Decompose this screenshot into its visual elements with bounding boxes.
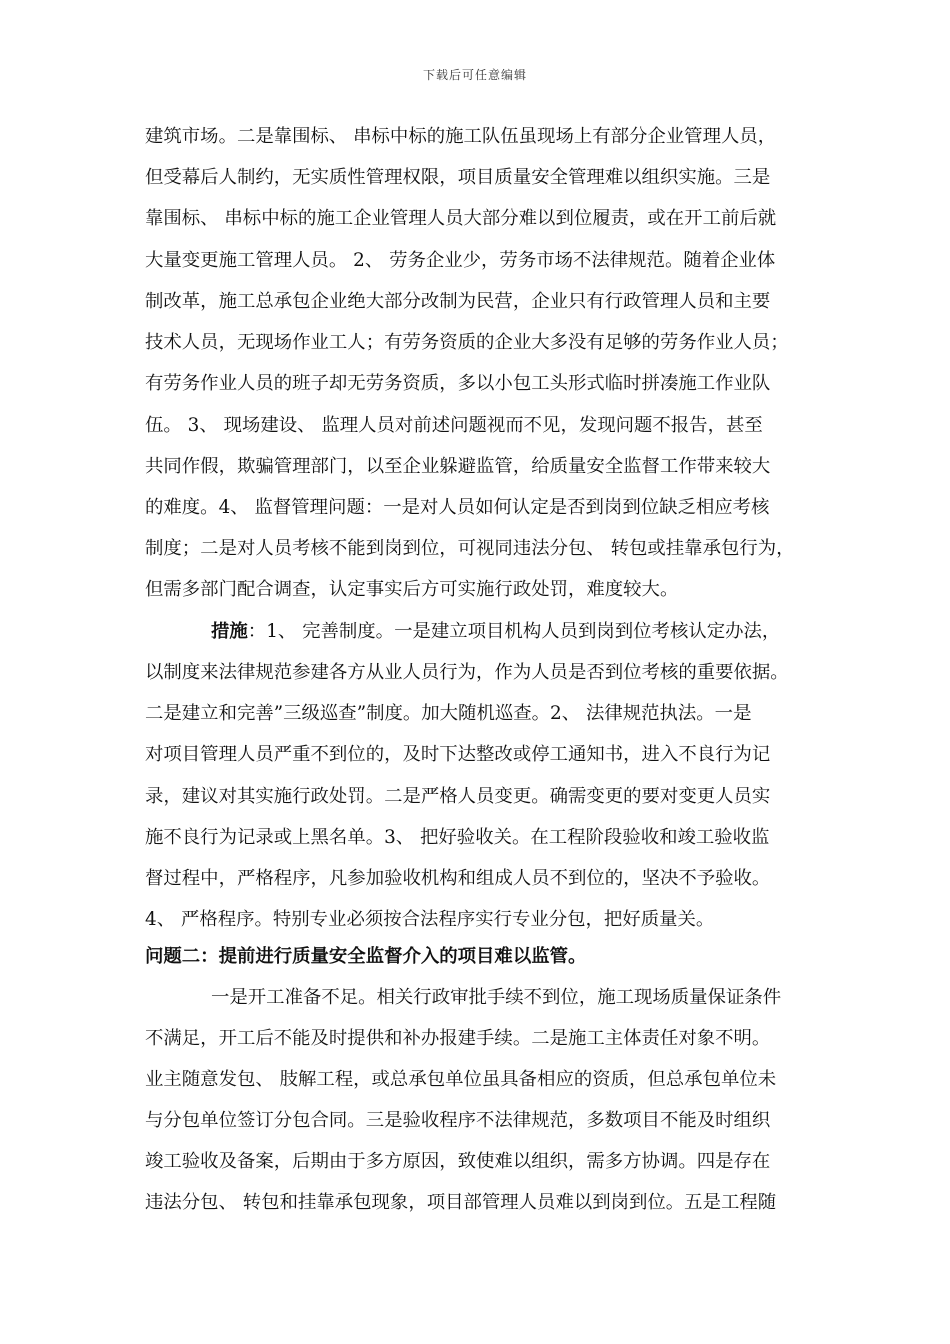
text-line: 的难度。4、 监督管理问题：一是对人员如何认定是否到岗到位缺乏相应考核 bbox=[145, 497, 770, 518]
text-line: 4、 严格程序。特别专业必须按合法程序实行专业分包，把好质量关。 bbox=[145, 909, 715, 930]
text-line: 与分包单位签订分包合同。三是验收程序不法律规范，多数项目不能及时组织 bbox=[145, 1110, 771, 1131]
text-line: 违法分包、 转包和挂靠承包现象，项目部管理人员难以到岗到位。五是工程随 bbox=[145, 1192, 777, 1213]
text-line: 不满足，开工后不能及时提供和补办报建手续。二是施工主体责任对象不明。 bbox=[145, 1028, 771, 1049]
section-heading: 问题二：提前进行质量安全监督介入的项目难以监管。 bbox=[145, 946, 587, 967]
text-line: 以制度来法律规范参建各方从业人员行为，作为人员是否到位考核的重要依据。 bbox=[145, 662, 789, 683]
text-line: 技术人员，无现场作业工人；有劳务资质的企业大多没有足够的劳务作业人员； bbox=[145, 332, 789, 353]
text-line: 对项目管理人员严重不到位的，及时下达整改或停工通知书，进入不良行为记 bbox=[145, 744, 771, 765]
measures-text: ：1、 完善制度。一是建立项目机构人员到岗到位考核认定办法， bbox=[247, 621, 781, 642]
text-line: 二是建立和完善”三级巡查”制度。加大随机巡查。2、 法律规范执法。一是 bbox=[145, 703, 752, 724]
text-line: 共同作假，欺骗管理部门，以至企业躲避监管，给质量安全监督工作带来较大 bbox=[145, 456, 771, 477]
text-line: 但受幕后人制约，无实质性管理权限，项目质量安全管理难以组织实施。三是 bbox=[145, 167, 771, 188]
text-line: 靠围标、 串标中标的施工企业管理人员大部分难以到位履责，或在开工前后就 bbox=[145, 208, 777, 229]
text-line: 制改革，施工总承包企业绝大部分改制为民营，企业只有行政管理人员和主要 bbox=[145, 291, 771, 312]
text-line: 但需多部门配合调查，认定事实后方可实施行政处罚，难度较大。 bbox=[145, 579, 679, 600]
text-line: 有劳务作业人员的班子却无劳务资质，多以小包工头形式临时拼凑施工作业队 bbox=[145, 373, 771, 394]
measures-line bbox=[211, 620, 780, 644]
text-line: 施不良行为记录或上黑名单。3、 把好验收关。在工程阶段验收和竣工验收监 bbox=[145, 827, 770, 848]
text-line: 建筑市场。二是靠围标、 串标中标的施工队伍虽现场上有部分企业管理人员， bbox=[145, 126, 777, 147]
measures-label: 措施 bbox=[211, 621, 248, 642]
page-header: 下载后可任意编辑 bbox=[422, 68, 527, 82]
text-line: 竣工验收及备案，后期由于多方原因，致使难以组织，需多方协调。四是存在 bbox=[145, 1151, 771, 1172]
text-line: 业主随意发包、 肢解工程，或总承包单位虽具备相应的资质，但总承包单位未 bbox=[145, 1069, 777, 1090]
text-line: 一是开工准备不足。相关行政审批手续不到位，施工现场质量保证条件 bbox=[211, 987, 782, 1008]
text-line: 督过程中，严格程序，凡参加验收机构和组成人员不到位的，坚决不予验收。 bbox=[145, 868, 771, 889]
text-line: 伍。 3、 现场建设、 监理人员对前述问题视而不见，发现问题不报告，甚至 bbox=[145, 415, 763, 436]
text-line: 录，建议对其实施行政处罚。二是严格人员变更。确需变更的要对变更人员实 bbox=[145, 786, 771, 807]
text-line: 制度；二是对人员考核不能到岗到位，可视同违法分包、 转包或挂靠承包行为， bbox=[145, 538, 795, 559]
text-line: 大量变更施工管理人员。 2、 劳务企业少，劳务市场不法律规范。随着企业体 bbox=[145, 250, 776, 271]
